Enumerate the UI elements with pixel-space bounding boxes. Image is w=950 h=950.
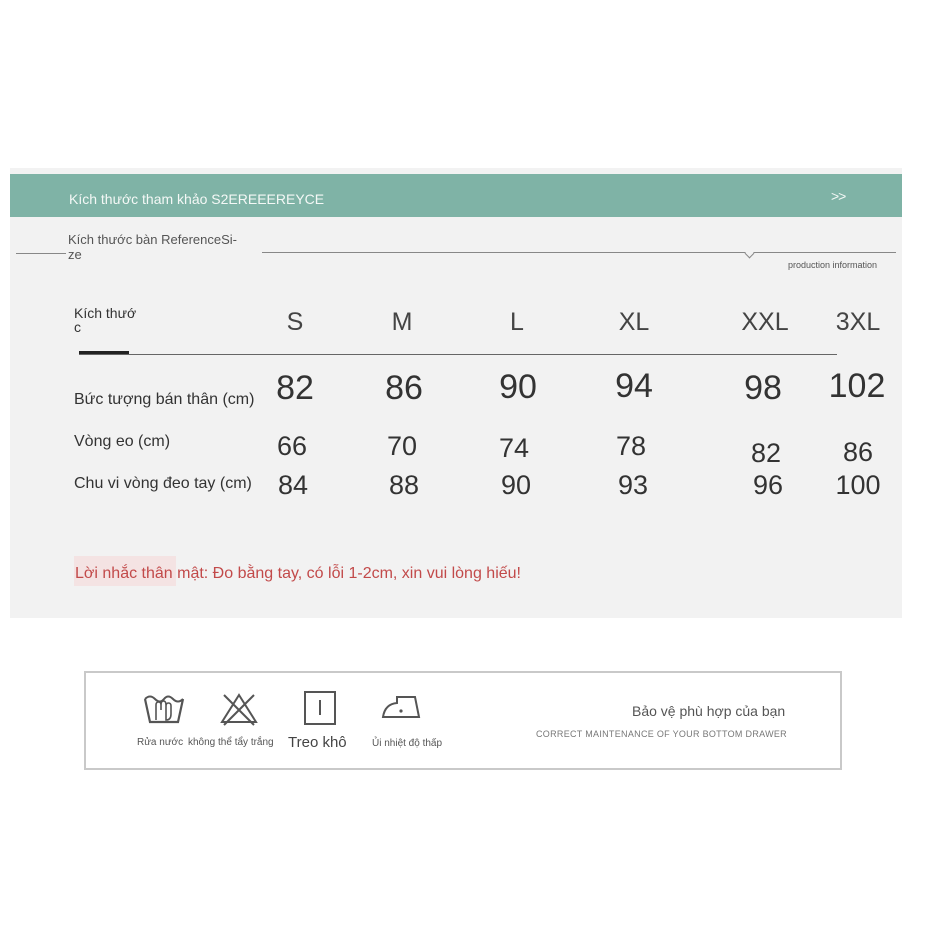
no-bleach-caption: không thể tẩy trắng xyxy=(188,737,274,748)
size-xl: XL xyxy=(618,308,650,336)
arm-l: 90 xyxy=(500,470,532,500)
bust-xl: 94 xyxy=(615,367,653,405)
size-3xl: 3XL xyxy=(835,308,881,336)
bust-l: 90 xyxy=(499,368,537,406)
measurement-note: Lời nhắc thân mật: Đo bằng tay, có lỗi 1-2cm, xin vui lòng hiếu! xyxy=(75,565,521,582)
hand-wash-icon xyxy=(141,687,187,727)
waist-s: 66 xyxy=(276,431,308,461)
size-s: S xyxy=(286,308,304,336)
waist-m: 70 xyxy=(386,431,418,461)
size-column-header xyxy=(74,306,154,334)
low-iron-icon xyxy=(381,687,427,727)
divider-right xyxy=(262,252,896,253)
bust-s: 82 xyxy=(276,369,314,407)
arm-m: 88 xyxy=(388,470,420,500)
size-xxl: XXL xyxy=(741,308,789,336)
waist-xxl: 82 xyxy=(750,438,782,468)
arm-xl: 93 xyxy=(617,470,649,500)
size-l: L xyxy=(510,308,524,336)
care-instructions-box xyxy=(84,671,842,770)
iron-caption: Ủi nhiệt độ thấp xyxy=(372,738,443,749)
arm-xxl: 96 xyxy=(752,470,784,500)
no-bleach-icon xyxy=(216,687,262,727)
hang-dry-caption: Treo khô xyxy=(288,734,347,751)
header-underline xyxy=(79,354,837,355)
arm-s: 84 xyxy=(277,470,309,500)
size-header-line1: Kích thướ xyxy=(74,305,137,321)
size-header-line2: c xyxy=(74,319,81,335)
production-info-label: production information xyxy=(788,260,878,270)
row-label-bust: Bức tượng bán thân (cm) xyxy=(74,391,255,408)
banner-title: Kích thước tham khảo S2EREEEREYCE xyxy=(69,191,325,207)
waist-xl: 78 xyxy=(615,431,647,461)
reference-size-label xyxy=(68,232,268,262)
divider-left xyxy=(16,253,66,254)
bust-3xl: 102 xyxy=(828,367,886,405)
row-label-waist: Vòng eo (cm) xyxy=(74,433,171,450)
arm-3xl: 100 xyxy=(835,470,881,500)
divider-notch xyxy=(745,249,755,259)
size-m: M xyxy=(391,308,413,336)
double-arrow-icon: >> xyxy=(831,188,846,204)
row-label-arm: Chu vi vòng đeo tay (cm) xyxy=(74,475,252,492)
waist-l: 74 xyxy=(498,433,530,463)
waist-3xl: 86 xyxy=(842,437,874,467)
care-title: Bảo vệ phù hợp của bạn xyxy=(632,703,786,719)
bust-xxl: 98 xyxy=(744,369,782,407)
header-banner xyxy=(10,174,902,217)
reference-size-line1: Kích thước bàn ReferenceSi- xyxy=(68,232,237,247)
reference-size-line2: ze xyxy=(68,247,82,262)
size-chart-card xyxy=(10,168,902,618)
care-subtitle: CORRECT MAINTENANCE OF YOUR BOTTOM DRAWER xyxy=(536,729,787,739)
hang-dry-icon xyxy=(297,687,343,727)
wash-caption: Rửa nước xyxy=(137,737,184,748)
bust-m: 86 xyxy=(385,369,423,407)
